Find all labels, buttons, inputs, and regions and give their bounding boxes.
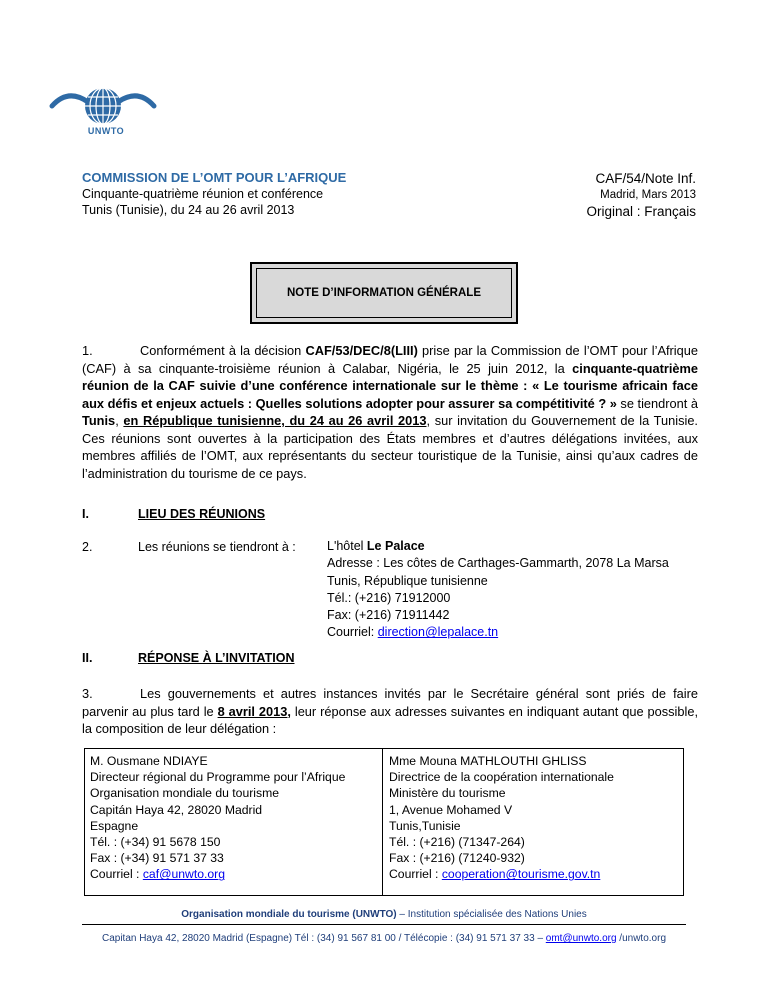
email-label: Courriel:	[327, 625, 378, 640]
hotel-phone: Tél.: (+216) 71912000	[327, 590, 451, 605]
hotel-line	[327, 538, 669, 555]
hotel-email-line	[327, 624, 669, 641]
contact-country: Espagne	[90, 818, 139, 833]
footer-divider	[82, 924, 686, 925]
location-line: Tunis (Tunisie), du 24 au 26 avril 2013	[82, 203, 295, 217]
section-title: LIEU DES RÉUNIONS	[138, 507, 266, 521]
header-right	[586, 171, 696, 220]
contact-organization: Ministère du tourisme	[389, 786, 506, 801]
deadline-date: 8 avril 2013,	[217, 703, 291, 719]
footer-website: /unwto.org	[616, 933, 667, 944]
hotel-prefix: L'hôtel	[327, 539, 367, 553]
hotel-name: Le Palace	[366, 539, 425, 553]
email-label: Courriel :	[90, 867, 143, 882]
footer-org-name: Organisation mondiale du tourisme (UNWTO)	[181, 909, 397, 920]
contact-fax: Fax : (+34) 91 571 37 33	[90, 851, 224, 866]
hotel-fax: Fax: (+216) 71911442	[327, 608, 450, 623]
original-language: Original : Français	[586, 204, 696, 219]
contact-cell-tunisia	[389, 753, 614, 883]
header-left	[82, 170, 346, 218]
text-run: Conformément à la décision	[140, 343, 306, 358]
footer-org-desc: – Institution spécialisée des Nations Unies	[396, 909, 587, 920]
contact-phone: Tél. : (+216) (71347-264)	[389, 835, 525, 850]
venue-label: Les réunions se tiendront à :	[138, 540, 296, 554]
contact-email-line	[90, 866, 345, 882]
email-label: Courriel :	[389, 867, 442, 882]
section-title: RÉPONSE À L’INVITATION	[138, 651, 295, 665]
paragraph-number: 3.	[82, 686, 93, 701]
contacts-table	[84, 748, 684, 896]
footer-address-text: Capitan Haya 42, 28020 Madrid (Espagne) Tél : (34) 91 567 81 00 / Télécopie : (34) 91 571 37 33 –	[101, 933, 546, 944]
decision-reference: CAF/53/DEC/8(LIII)	[305, 343, 418, 358]
hotel-city: Tunis, République tunisienne	[327, 573, 488, 588]
paragraph-1	[82, 342, 698, 482]
contact-phone: Tél. : (+34) 91 5678 150	[90, 835, 221, 850]
contact-organization: Organisation mondiale du tourisme	[90, 786, 280, 801]
contact-fax: Fax : (+216) (71240-932)	[389, 851, 525, 866]
city-name: Tunis	[82, 413, 116, 428]
contact-position: Directrice de la coopération internationale	[389, 770, 614, 785]
section-number: II.	[82, 651, 93, 665]
hotel-address: Adresse : Les côtes de Carthages-Gammarth, 2078 La Marsa	[327, 556, 669, 571]
contact-name: M. Ousmane NDIAYE	[90, 754, 208, 768]
contact-city: Tunis,Tunisie	[389, 818, 461, 833]
contact-email-line	[389, 866, 614, 882]
meeting-line: Cinquante-quatrième réunion et conférence	[82, 187, 324, 201]
footer-address	[0, 933, 768, 944]
contact-address: Capitán Haya 42, 28020 Madrid	[90, 802, 263, 817]
venue-block	[327, 538, 669, 642]
globe-icon	[48, 84, 158, 128]
text-run: leur réponse aux adresses suivantes en indiquant autant que possible, la composition de leur délégation :	[82, 703, 699, 736]
text-run: se tiendront à	[616, 395, 698, 411]
text-run: ,	[115, 413, 124, 428]
section-number: I.	[82, 507, 89, 521]
table-divider	[382, 749, 383, 895]
footer-email-link[interactable]: omt@unwto.org	[545, 933, 617, 944]
contact-address: 1, Avenue Mohamed V	[389, 802, 513, 817]
text-run: Les gouvernements et autres instances invités par le Secrétaire général sont priés de faire parvenir au plus tard le	[82, 686, 698, 719]
contact-email-link[interactable]: caf@unwto.org	[142, 867, 225, 882]
hotel-email-link[interactable]: direction@lepalace.tn	[377, 625, 499, 640]
paragraph-2-number: 2.	[82, 540, 93, 554]
contact-name: Mme Mouna MATHLOUTHI GHLISS	[389, 754, 587, 768]
meeting-theme: cinquante-quatrième réunion de la CAF suivie d’une conférence internationale sur le thème : « Le tourisme africain face aux défis et enjeux actuels : Quelles solutions adopter pour assurer sa compétitivité ? »	[82, 360, 698, 411]
footer-organization	[0, 909, 768, 920]
text-run: prise par la Commission de l’OMT pour l’Afrique (CAF) à sa cinquante-troisième réunion à Calabar, Nigéria, le 25 juin 2012, la	[82, 343, 699, 376]
unwto-logo	[48, 84, 158, 148]
contact-email-link[interactable]: cooperation@tourisme.gov.tn	[441, 867, 601, 882]
document-title: NOTE D’INFORMATION GÉNÉRALE	[256, 268, 512, 318]
document-date: Madrid, Mars 2013	[600, 189, 696, 201]
paragraph-3	[82, 685, 698, 738]
contact-position: Directeur régional du Programme pour l’Afrique	[90, 770, 346, 785]
logo-text: UNWTO	[87, 126, 125, 136]
paragraph-number: 1.	[82, 343, 93, 358]
document-reference: CAF/54/Note Inf.	[595, 171, 696, 186]
commission-name: COMMISSION DE L’OMT POUR L’AFRIQUE	[82, 170, 347, 185]
text-run: , sur invitation du Gouvernement de la Tunisie. Ces réunions sont ouvertes à la participation des États membres et d’autres délégations invitées, aux membres affiliés de l’OMT, aux représentants du secteur touristique de la Tunisie, ainsi qu’aux cadres de l’administration du tourisme de ce pays.	[82, 413, 698, 481]
contact-cell-unwto	[90, 753, 345, 883]
title-box	[250, 262, 518, 324]
meeting-dates: en République tunisienne, du 24 au 26 avril 2013	[123, 413, 427, 428]
